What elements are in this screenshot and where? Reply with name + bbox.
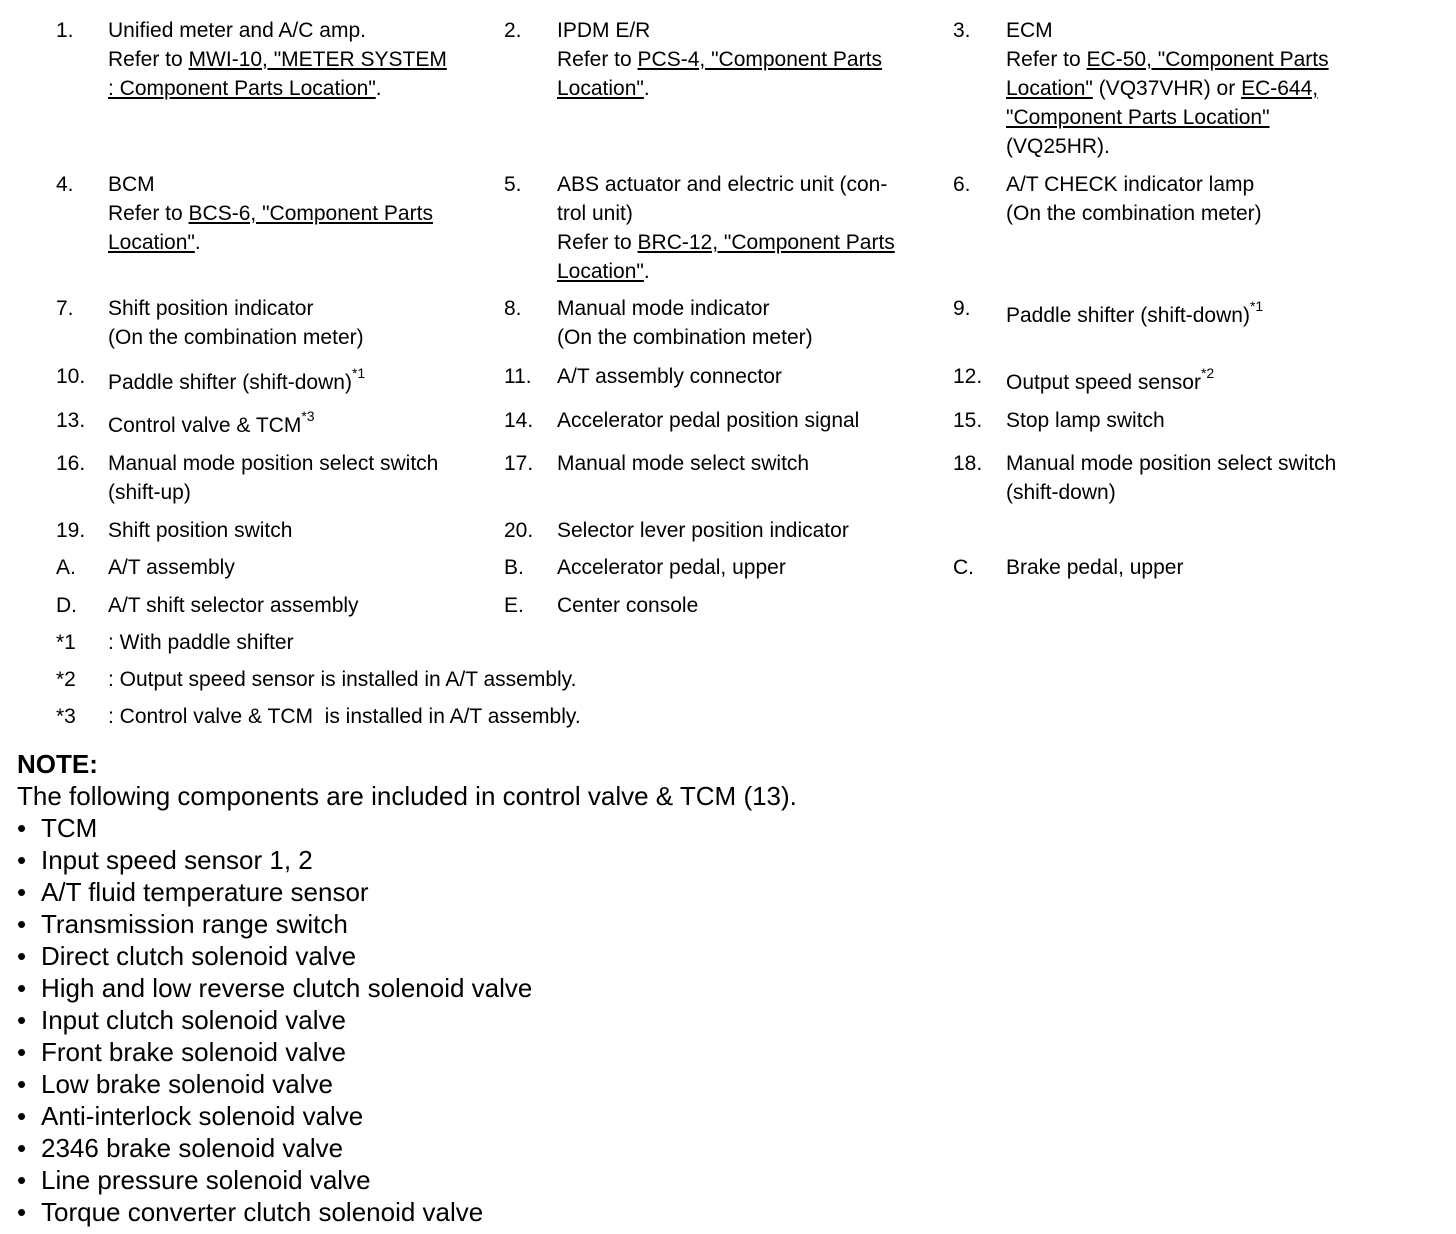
- item-description: ABS actuator and electric unit (con- trol unit) Refer to BRC-12, "Component Parts Location".: [557, 173, 895, 283]
- ref-link-ec-50-cont[interactable]: Location": [1006, 77, 1093, 100]
- item-description: Brake pedal, upper: [1006, 556, 1184, 579]
- item-description: A/T CHECK indicator lamp (On the combination meter): [1006, 173, 1262, 225]
- list-item: • High and low reverse clutch solenoid valve: [17, 973, 533, 1003]
- list-item: • Front brake solenoid valve: [17, 1037, 346, 1067]
- list-item: • Low brake solenoid valve: [17, 1069, 333, 1099]
- item-number: 2.: [504, 19, 522, 42]
- item-description: BCM Refer to BCS-6, "Component Parts Location".: [108, 173, 433, 254]
- footnote-marker: *1: [351, 365, 366, 381]
- item-number: 20.: [504, 519, 534, 542]
- item-description: ECM Refer to EC-50, "Component Parts Location" (VQ37VHR) or EC-644, "Component Parts Location" (VQ25HR).: [1006, 19, 1329, 158]
- footnote-mark: *1: [56, 631, 76, 654]
- item-description: A/T shift selector assembly: [108, 594, 359, 617]
- item-description: Accelerator pedal position signal: [557, 409, 860, 432]
- item-number: 3.: [953, 19, 971, 42]
- item-number: 10.: [56, 365, 86, 388]
- item-number: 14.: [504, 409, 534, 432]
- ref-link-ec-50[interactable]: EC-50, "Component Parts: [1086, 48, 1329, 71]
- item-description: Manual mode position select switch (shift-down): [1006, 452, 1337, 504]
- item-description: A/T assembly: [108, 556, 235, 579]
- item-description: Manual mode select switch: [557, 452, 810, 475]
- item-number: 16.: [56, 452, 86, 475]
- item-letter: A.: [56, 556, 76, 579]
- item-number: 1.: [56, 19, 74, 42]
- list-item: • 2346 brake solenoid valve: [17, 1133, 344, 1163]
- item-number: 17.: [504, 452, 534, 475]
- footnote-text: : With paddle shifter: [108, 631, 294, 654]
- list-item: • Transmission range switch: [17, 909, 348, 939]
- item-description: Paddle shifter (shift-down)$^{*1}$: [108, 365, 366, 394]
- bullet: •: [17, 845, 27, 875]
- ref-link-mwi-10[interactable]: MWI-10, "METER SYSTEM: [188, 48, 447, 71]
- item-letter: C.: [953, 556, 974, 579]
- footnote-mark: *2: [56, 668, 76, 691]
- note-component-list: [17, 812, 797, 1228]
- bullet: •: [17, 1197, 27, 1227]
- item-description: Manual mode position select switch (shift-up): [108, 452, 439, 504]
- list-item: • Line pressure solenoid valve: [17, 1165, 371, 1195]
- item-description: Unified meter and A/C amp. Refer to MWI-10, "METER SYSTEM : Component Parts Location".: [108, 19, 447, 100]
- item-description: Control valve & TCM$^{*3}$: [108, 408, 315, 437]
- item-number: 4.: [56, 173, 74, 196]
- item-number: 6.: [953, 173, 971, 196]
- item-description: Selector lever position indicator: [557, 519, 849, 542]
- bullet: •: [17, 1133, 27, 1163]
- footnote-marker: *3: [301, 408, 315, 424]
- bullet: •: [17, 813, 27, 843]
- item-description: Manual mode indicator (On the combination meter): [557, 297, 813, 349]
- item-description: Paddle shifter (shift-down)$^{*1}$: [1006, 298, 1264, 327]
- item-description: Accelerator pedal, upper: [557, 556, 786, 579]
- footnote-marker: *1: [1249, 298, 1264, 314]
- item-number: 12.: [953, 365, 983, 388]
- ref-link-bcs-6[interactable]: BCS-6, "Component Parts: [188, 202, 433, 225]
- list-item: • A/T fluid temperature sensor: [17, 877, 369, 907]
- item-description: A/T assembly connector: [557, 365, 782, 388]
- list-item: • Anti-interlock solenoid valve: [17, 1101, 364, 1131]
- bullet: •: [17, 909, 27, 939]
- bullet: •: [17, 1005, 27, 1035]
- item-letter: E.: [504, 594, 524, 617]
- item-number: 5.: [504, 173, 522, 196]
- bullet: •: [17, 1069, 27, 1099]
- list-item: • Direct clutch solenoid valve: [17, 941, 357, 971]
- item-number: 19.: [56, 519, 86, 542]
- item-description: Output speed sensor$^{*2}$: [1006, 365, 1215, 394]
- item-description: Stop lamp switch: [1006, 409, 1165, 432]
- item-description: Shift position indicator (On the combination meter): [108, 297, 364, 349]
- list-item: • TCM: [17, 813, 98, 843]
- ref-link-ec-644[interactable]: EC-644,: [1241, 77, 1319, 100]
- bullet: •: [17, 973, 27, 1003]
- bullet: •: [17, 941, 27, 971]
- item-number: 15.: [953, 409, 983, 432]
- ref-link-ec-644-cont[interactable]: "Component Parts Location": [1006, 106, 1270, 129]
- item-letter: D.: [56, 594, 77, 617]
- bullet: •: [17, 1165, 27, 1195]
- footnote-text: : Control valve & TCM is installed in A/T assembly.: [108, 705, 581, 728]
- item-number: 7.: [56, 297, 74, 320]
- item-description: Shift position switch: [108, 519, 293, 542]
- item-number: 8.: [504, 297, 522, 320]
- item-description: Center console: [557, 594, 699, 617]
- ref-link-bcs-6-cont[interactable]: Location": [108, 231, 195, 254]
- ref-link-pcs-4[interactable]: PCS-4, "Component Parts: [637, 48, 882, 71]
- ref-link-mwi-10-cont[interactable]: : Component Parts Location": [108, 77, 376, 100]
- list-item: • Input speed sensor 1, 2: [17, 845, 313, 875]
- note-section: [17, 748, 797, 1228]
- list-item: • Input clutch solenoid valve: [17, 1005, 346, 1035]
- bullet: •: [17, 1101, 27, 1131]
- footnote-mark: *3: [56, 705, 76, 728]
- ref-link-brc-12-cont[interactable]: Location": [557, 260, 644, 283]
- item-number: 9.: [953, 297, 971, 320]
- item-letter: B.: [504, 556, 524, 579]
- ref-link-pcs-4-cont[interactable]: Location": [557, 77, 644, 100]
- ref-link-brc-12[interactable]: BRC-12, "Component Parts: [637, 231, 895, 254]
- item-number: 13.: [56, 409, 86, 432]
- item-number: 11.: [504, 365, 532, 388]
- item-number: 18.: [953, 452, 983, 475]
- item-description: IPDM E/R Refer to PCS-4, "Component Parts Location".: [557, 19, 882, 100]
- note-intro: The following components are included in control valve & TCM (13).: [17, 781, 797, 811]
- bullet: •: [17, 1037, 27, 1067]
- footnote-text: : Output speed sensor is installed in A/T assembly.: [108, 668, 577, 691]
- list-item: • Torque converter clutch solenoid valve: [17, 1197, 484, 1227]
- bullet: •: [17, 877, 27, 907]
- note-title: NOTE:: [17, 749, 98, 779]
- footnote-marker: *2: [1200, 365, 1215, 381]
